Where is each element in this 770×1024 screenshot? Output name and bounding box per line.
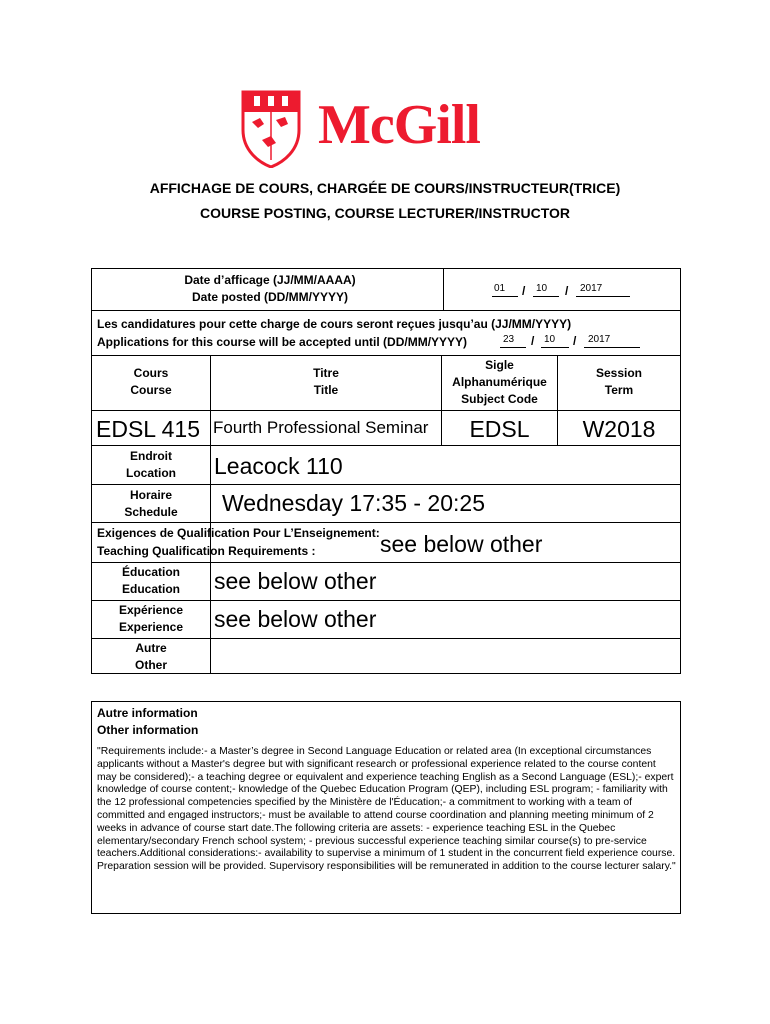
date-sep: / <box>522 284 526 298</box>
applications-month: 10 <box>544 334 556 345</box>
other-value[interactable] <box>214 642 674 670</box>
date-posted-label-fr: Date d’afficage (JJ/MM/AAAA) <box>184 273 356 287</box>
location-label-fr: Endroit <box>130 449 172 463</box>
other-label <box>92 640 210 674</box>
applications-label-fr: Les candidatures pour cette charge de cours seront reçues jusqu’au (JJ/MM/YYYY) <box>97 317 572 331</box>
heading-en: COURSE POSTING, COURSE LECTURER/INSTRUCTOR <box>200 205 570 221</box>
applications-year: 2017 <box>588 334 611 345</box>
other-info-text[interactable]: "Requirements include:- a Master’s degree in Second Language Education or related area (In exceptional circumstances applicants without a Master's degree but with significant research or professional experience related to the course content may be considered);- a teaching degree or equivalent and experience teaching English as a Second Language (ESL);- expert knowledge of course content;- knowledge of the Quebec Education Program (QEP), including ESL program; - familiarity with the 12 professional competencies specified by the Ministère de l'Éducation;- a commitment to working with a team of committed and engaged instructors;- must be available to attend course coordination and planning meeting minimum of 2 weeks in advance of course start date.The following criteria are assets: - experience teaching ESL in the Quebec elementary/secondary French school system; - previous successful experience teaching similar course(s) to pre-service teachers.Additional considerations:- availability to supervise a minimum of 1 student in the concurrent field experience course. Preparation session will be provided. Supervisory responsibilities will be remunerated in addition to the course lecturer salary." <box>97 746 676 873</box>
date-posted-month: 10 <box>536 283 548 294</box>
course-code[interactable]: EDSL 415 <box>96 416 200 442</box>
column-header-title <box>211 365 441 399</box>
mcgill-logo <box>240 90 540 170</box>
date-posted-day: 01 <box>494 283 506 294</box>
date-sep: / <box>573 334 577 348</box>
experience-label-fr: Expérience <box>118 603 184 617</box>
applications-label-en: Applications for this course will be accepted until (DD/MM/YYYY) <box>97 335 468 349</box>
qualifications-label-en: Teaching Qualification Requirements : <box>97 544 316 558</box>
column-title-en: Title <box>313 383 339 397</box>
schedule-label-fr: Horaire <box>129 488 173 502</box>
column-subject-fr2: Alphanumérique <box>452 375 547 389</box>
course-title[interactable]: Fourth Professional Seminar <box>213 418 429 437</box>
education-label <box>92 564 210 598</box>
date-posted-label-en: Date posted (DD/MM/YYYY) <box>191 290 348 304</box>
other-info-label-fr: Autre information <box>97 706 198 720</box>
schedule-value[interactable]: Wednesday 17:35 - 20:25 <box>222 490 485 516</box>
education-label-en: Education <box>121 582 180 596</box>
mcgill-crest-icon <box>240 90 302 168</box>
column-course-fr: Cours <box>133 366 169 380</box>
schedule-label <box>92 487 210 521</box>
column-term-en: Term <box>604 383 634 397</box>
experience-label-en: Experience <box>118 620 184 634</box>
column-title-fr: Titre <box>313 366 339 380</box>
education-label-fr: Éducation <box>121 565 180 579</box>
other-label-en: Other <box>134 658 167 672</box>
column-header-course <box>92 365 210 399</box>
qualifications-label-fr: Exigences de Qualification Pour L’Enseignement: <box>97 526 380 540</box>
heading-fr: AFFICHAGE DE COURS, CHARGÉE DE COURS/INSTRUCTEUR(TRICE) <box>149 180 621 196</box>
column-term-fr: Session <box>595 366 643 380</box>
term[interactable]: W2018 <box>582 416 656 442</box>
mcgill-wordmark: McGill <box>318 94 480 156</box>
qualifications-value[interactable]: see below other <box>380 531 543 557</box>
schedule-label-en: Schedule <box>124 505 178 519</box>
education-value[interactable]: see below other <box>214 568 377 594</box>
date-posted-label <box>140 272 400 306</box>
experience-label <box>92 602 210 636</box>
other-label-fr: Autre <box>135 641 167 655</box>
subject-code[interactable]: EDSL <box>469 416 530 442</box>
location-label <box>92 448 210 482</box>
applications-day: 23 <box>503 334 515 345</box>
location-value[interactable]: Leacock 110 <box>214 453 343 479</box>
column-subject-fr1: Sigle <box>485 358 514 372</box>
column-header-subject <box>442 357 557 408</box>
column-header-term <box>558 365 680 399</box>
date-posted-year: 2017 <box>580 283 603 294</box>
date-sep: / <box>565 284 569 298</box>
experience-value[interactable]: see below other <box>214 606 377 632</box>
date-sep: / <box>531 334 535 348</box>
other-info-label-en: Other information <box>97 723 199 737</box>
location-label-en: Location <box>126 466 176 480</box>
column-subject-en: Subject Code <box>461 392 538 406</box>
column-course-en: Course <box>130 383 172 397</box>
